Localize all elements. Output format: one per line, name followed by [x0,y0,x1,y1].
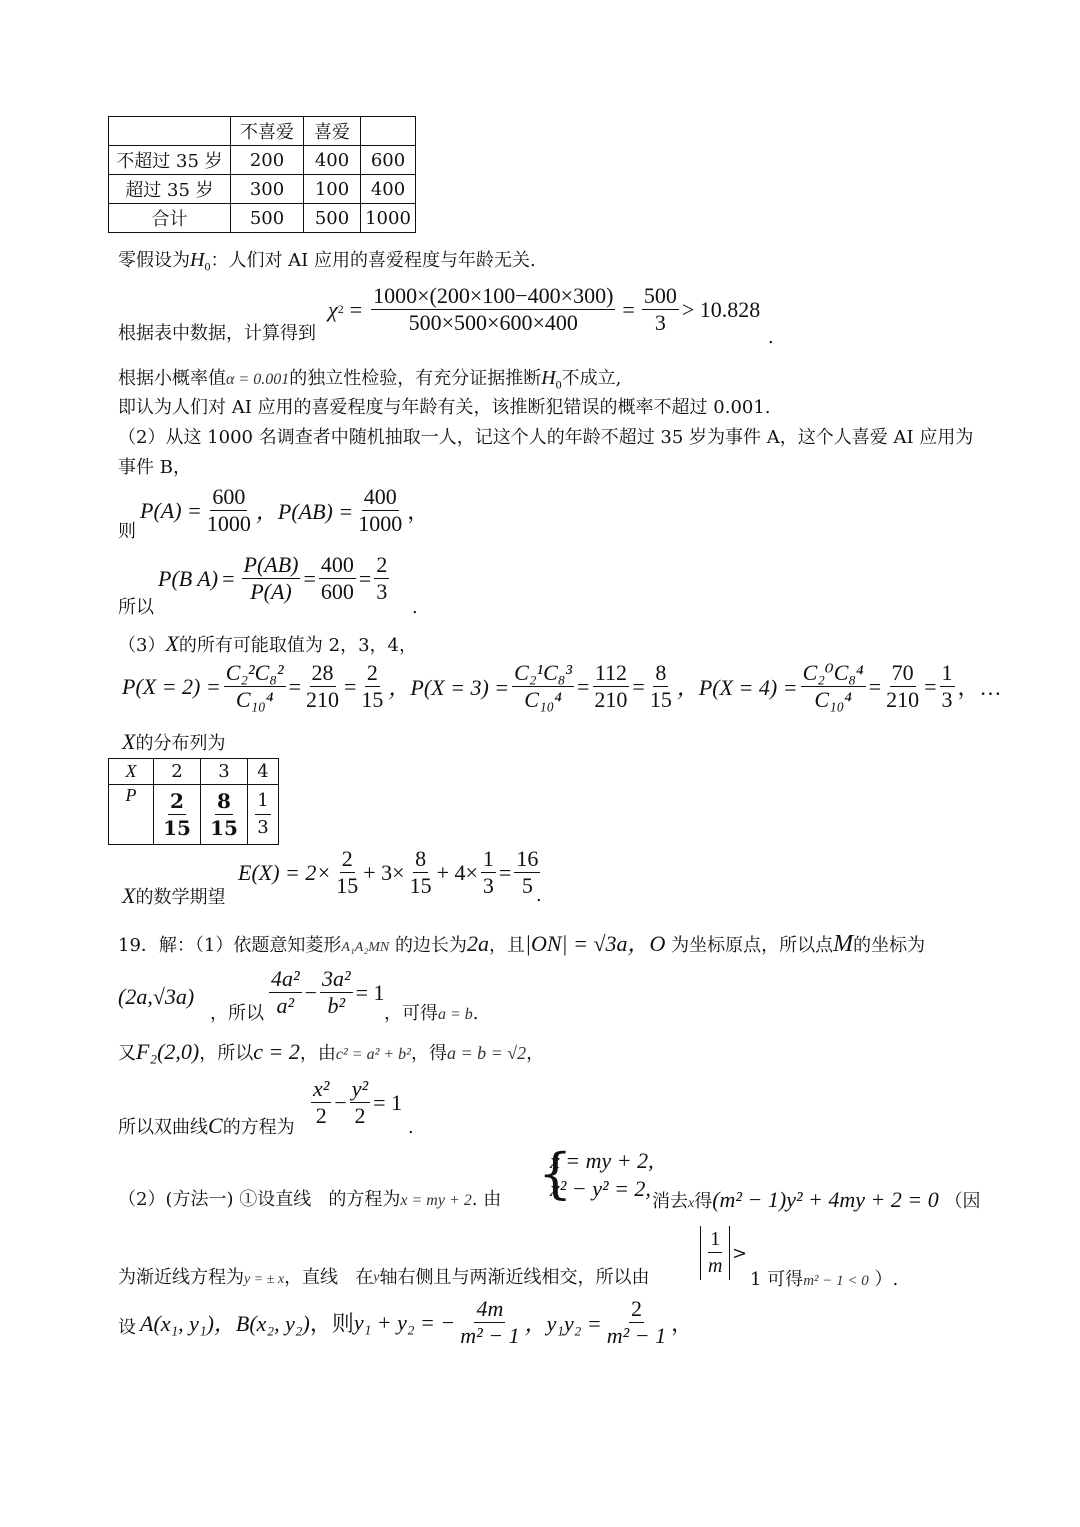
method1-line-b: 消去x得(m² − 1)y² + 4my + 2 = 0 （因 [652,1187,981,1212]
table-cell: 3 [201,759,248,785]
distribution-formulas: P(X = 2) = $\frac{\text{C₂²C₈²}}{\text{C₁₀⁴}}$ = $\frac{28}{210}$ = $\frac{2}{15}$ ，P(X = 3) = $\frac{\text{C₂¹C₈³}}{\text{C₁₀⁴}}$ = $\frac{112}{210}$ = $\frac{8}{15}$ ，P(X = 4) = $\frac{\text{C₂⁰C₈⁴}}{\text{C₁₀⁴}}$ = $\frac{70}{210}$ = $\frac{1}{3}$ ，… [122,660,1002,712]
conditional-probability-formula: P(B A) = $\frac{P(AB)}{P(A)}$ = $\frac{400}{600}$ = $\frac{2}{3}$ [158,552,388,604]
method1-line: （2）(方法一) ①设直线 的方程为x = my + 2. 由 [118,1189,502,1210]
table-cell: 300 [231,175,304,204]
expectation-label: X的数学期望 [122,883,226,908]
table-cell: 合计 [109,204,231,233]
abs-fraction: $\frac{1}{m}$ [700,1226,730,1280]
distribution-label: X的分布列为 [122,729,226,754]
table-cell: 400 [361,175,416,204]
hyperbola-condition: $\frac{\text{4a²}}{\text{a²}}$ − $\frac{\text{3a²}}{\text{b²}}$ = 1 [271,966,385,1018]
hypothesis-line: 零假设为$H_0$：人们对 AI 应用的喜爱程度与年龄无关. [118,249,536,274]
table-header-cell: 喜爱 [304,117,361,146]
table-cell: $\frac{1}{3}$ [248,785,279,845]
table-header-cell: X [109,759,154,785]
table-header-cell: 不喜爱 [231,117,304,146]
table-cell: $\frac{8}{15}$ [201,785,248,845]
table-header-cell [109,117,231,146]
table-cell: 600 [361,146,416,175]
part2-line1: （2）从这 1000 名调查者中随机抽取一人，记这个人的年龄不超过 35 岁为事件 A，这个人喜爱 AI 应用为 [118,427,974,448]
part3-line: （3）X的所有可能取值为 2，3，4， [118,631,417,656]
table-cell: 不超过 35 岁 [109,146,231,175]
table-cell: 2 [154,759,201,785]
expectation-formula: E(X) = 2× $\frac{2}{15}$ + 3× $\frac{8}{15}$ + 4× $\frac{1}{3}$ = $\frac{16}{5}$ [238,846,539,898]
table-header-cell [361,117,416,146]
q19-line1: 19．解：（1）依题意知菱形A₁A₂MN 的边长为2a，且|ON| = √3a，O 为坐标原点，所以点M的坐标为 [118,931,926,957]
table-cell: 200 [231,146,304,175]
contingency-table [108,116,416,233]
asymptote-line: 为渐近线方程为y = ± x，直线 在$^y$轴右侧且与两渐近线相交，所以由 [118,1267,650,1288]
table-cell: 100 [304,175,361,204]
table-cell: 500 [231,204,304,233]
q19-line4: 所以双曲线C的方程为 [118,1113,295,1138]
part2-line2: 事件 B， [118,457,191,478]
vieta-formulas: A(x₁, y₁)，B(x₂, y₂) ，则 y₁ + y₂ = − $\frac{4m}{\text{m² − 1}}$ ，y₁y₂ = $\frac{2}{\text{m² − 1}}$ ， [140,1296,694,1348]
table-cell: 400 [304,146,361,175]
q19-can-get: ，可得a = b. [384,1003,479,1024]
probability-formula: P(A) = $\frac{600}{1000}$ ，P(AB) = $\frac{400}{1000}$ ， [140,484,430,536]
table-cell: 1000 [361,204,416,233]
q19-line3: 又F₂(2,0)，所以c = 2，由c² = a² + b²，得a = b = √2， [118,1039,545,1064]
chi-square-formula: χ 2 = $\frac{1000\times(200\times 100-400\times 300)}{500\times 500\times 600\times 400}$ = $\frac{500}{3}$ > 10.828 [328,283,761,335]
alpha-line: 根据小概率值α = 0.001的独立性检验，有充分证据推断$H_0$不成立, [118,367,622,392]
conclusion-line: 即认为人们对 AI 应用的喜爱程度与年龄有关，该推断犯错误的概率不超过 0.001. [118,397,771,418]
table-cell: 500 [304,204,361,233]
table-cell: 4 [248,759,279,785]
q19-line2: (2a,√3a) [118,984,195,1009]
distribution-table [108,758,279,845]
table-cell: $\frac{2}{15}$ [154,785,201,845]
asymptote-line-b: 1 可得m² − 1 < 0 ）. [750,1269,899,1290]
table-header-cell: P [109,785,154,845]
calc-label: 根据表中数据，计算得到 [118,323,316,344]
table-cell: 超过 35 岁 [109,175,231,204]
hyperbola-equation: $\frac{\text{x²}}{2}$ − $\frac{\text{y²}}{2}$ = 1 [313,1076,403,1128]
